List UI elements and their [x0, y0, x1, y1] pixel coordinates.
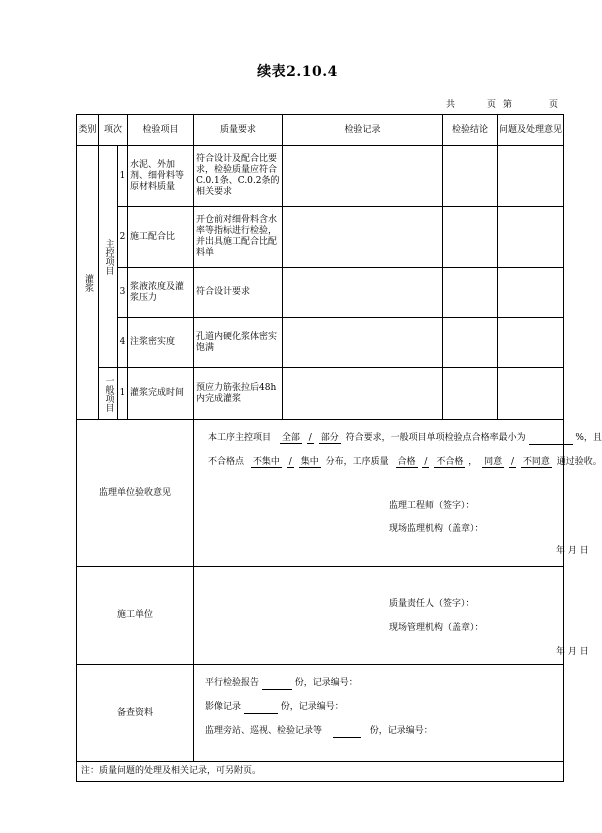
row-req: 符合设计及配合比要求，检验质量应符合C.0.1条、C.0.2条的相关要求 [194, 146, 283, 207]
parallel-report-count[interactable] [262, 678, 292, 690]
construction-content [194, 567, 589, 665]
result-cell[interactable] [443, 146, 498, 207]
records-line1: 平行检验报告 份，记录编号： [205, 678, 358, 688]
row-item: 施工配合比 [128, 207, 194, 268]
header-quality-req: 质量要求 [194, 115, 283, 146]
row-req: 符合设计要求 [194, 268, 283, 318]
construction-section [77, 567, 564, 665]
page-unit-label: 页 [487, 100, 497, 110]
pass-rate-field[interactable] [529, 433, 573, 445]
result-cell[interactable] [443, 368, 498, 420]
record-cell[interactable] [283, 146, 443, 207]
problem-cell[interactable] [498, 146, 564, 207]
option-disagree[interactable]: 不同意 [522, 457, 550, 467]
main-group-cell [99, 146, 118, 368]
row-item: 灌浆完成时间 [128, 368, 194, 420]
supervision-section [77, 420, 564, 567]
supervision-content [194, 420, 602, 567]
supervision-line2: 不合格点 不集中 / 集中 分布，工序质量 合格 / 不合格 ， 同意 / 不同意 通过验收。 [208, 457, 602, 467]
records-line3: 监理旁站、巡视、检验记录等 份，记录编号： [205, 726, 433, 736]
option-all[interactable]: 全部 [281, 433, 300, 443]
video-record-count[interactable] [244, 702, 278, 714]
note-text: 注：质量问题的处理及相关记录，可另附页。 [77, 762, 564, 782]
supervision-org-seal: 现场监理机构（盖章）： [389, 524, 484, 534]
construction-org-seal: 现场管理机构（盖章）： [389, 623, 484, 633]
supervision-label: 监理单位验收意见 [77, 420, 194, 567]
construction-person-sign: 质量责任人（签字）： [389, 599, 475, 609]
result-cell[interactable] [443, 268, 498, 318]
note-row [77, 762, 564, 782]
main-group-label: 主控项目 [103, 238, 114, 275]
table-row [77, 318, 564, 368]
option-part[interactable]: 部分 [320, 433, 339, 443]
table-row [77, 207, 564, 268]
record-cell[interactable] [283, 368, 443, 420]
table-row [77, 146, 564, 207]
row-no: 1 [118, 146, 128, 207]
row-item: 浆液浓度及灌浆压力 [128, 268, 194, 318]
problem-cell[interactable] [498, 268, 564, 318]
records-line2: 影像记录 份，记录编号： [205, 702, 344, 712]
row-no: 2 [118, 207, 128, 268]
table-row [77, 268, 564, 318]
option-not-concentrated[interactable]: 不集中 [252, 457, 280, 467]
row-req: 孔道内硬化浆体密实饱满 [194, 318, 283, 368]
row-no: 1 [118, 368, 128, 420]
row-req: 预应力筋张拉后48h内完成灌浆 [194, 368, 283, 420]
inspection-record-count[interactable] [333, 726, 361, 738]
page-unit2-label: 页 [549, 100, 559, 110]
page-no-label: 第 [503, 100, 513, 110]
category-label: 灌浆 [83, 273, 93, 292]
header-check-item: 检验项目 [128, 115, 194, 146]
record-cell[interactable] [283, 268, 443, 318]
construction-date: 年 月 日 [556, 647, 589, 657]
result-cell[interactable] [443, 207, 498, 268]
row-item: 水泥、外加剂、细骨料等原材料质量 [128, 146, 194, 207]
header-category: 类别 [77, 115, 99, 146]
supervision-engineer-sign: 监理工程师（签字）： [389, 501, 475, 511]
row-item: 注浆密实度 [128, 318, 194, 368]
option-agree[interactable]: 同意 [484, 457, 503, 467]
header-item-no: 项次 [99, 115, 128, 146]
problem-cell[interactable] [498, 368, 564, 420]
problem-cell[interactable] [498, 318, 564, 368]
header-problem: 问题及处理意见 [498, 115, 564, 146]
general-group-cell [99, 368, 118, 420]
records-label: 备查资料 [77, 665, 194, 762]
header-check-record: 检验记录 [283, 115, 443, 146]
record-cell[interactable] [283, 318, 443, 368]
records-content [194, 665, 564, 762]
inspection-table [76, 114, 602, 782]
header-row [77, 115, 564, 146]
result-cell[interactable] [443, 318, 498, 368]
supervision-date: 年 月 日 [556, 546, 589, 556]
row-no: 3 [118, 268, 128, 318]
table-row [77, 368, 564, 420]
construction-label: 施工单位 [77, 567, 194, 665]
records-section [77, 665, 564, 762]
supervision-line1: 本工序主控项目 全部 / 部分 符合要求，一般项目单项检验点合格率最小为 %，且 [208, 433, 602, 443]
option-fail[interactable]: 不合格 [436, 457, 464, 467]
row-req: 开仓前对细骨料含水率等指标进行检验，并出具施工配合比配料单 [194, 207, 283, 268]
option-concentrated[interactable]: 集中 [300, 457, 319, 467]
problem-cell[interactable] [498, 207, 564, 268]
row-no: 4 [118, 318, 128, 368]
page-title: 续表2.10.4 [257, 64, 338, 80]
header-check-result: 检验结论 [443, 115, 498, 146]
page-total-label: 共 [446, 100, 456, 110]
option-pass[interactable]: 合格 [397, 457, 416, 467]
category-cell [77, 146, 99, 420]
record-cell[interactable] [283, 207, 443, 268]
general-group-label: 一般项目 [103, 375, 114, 412]
